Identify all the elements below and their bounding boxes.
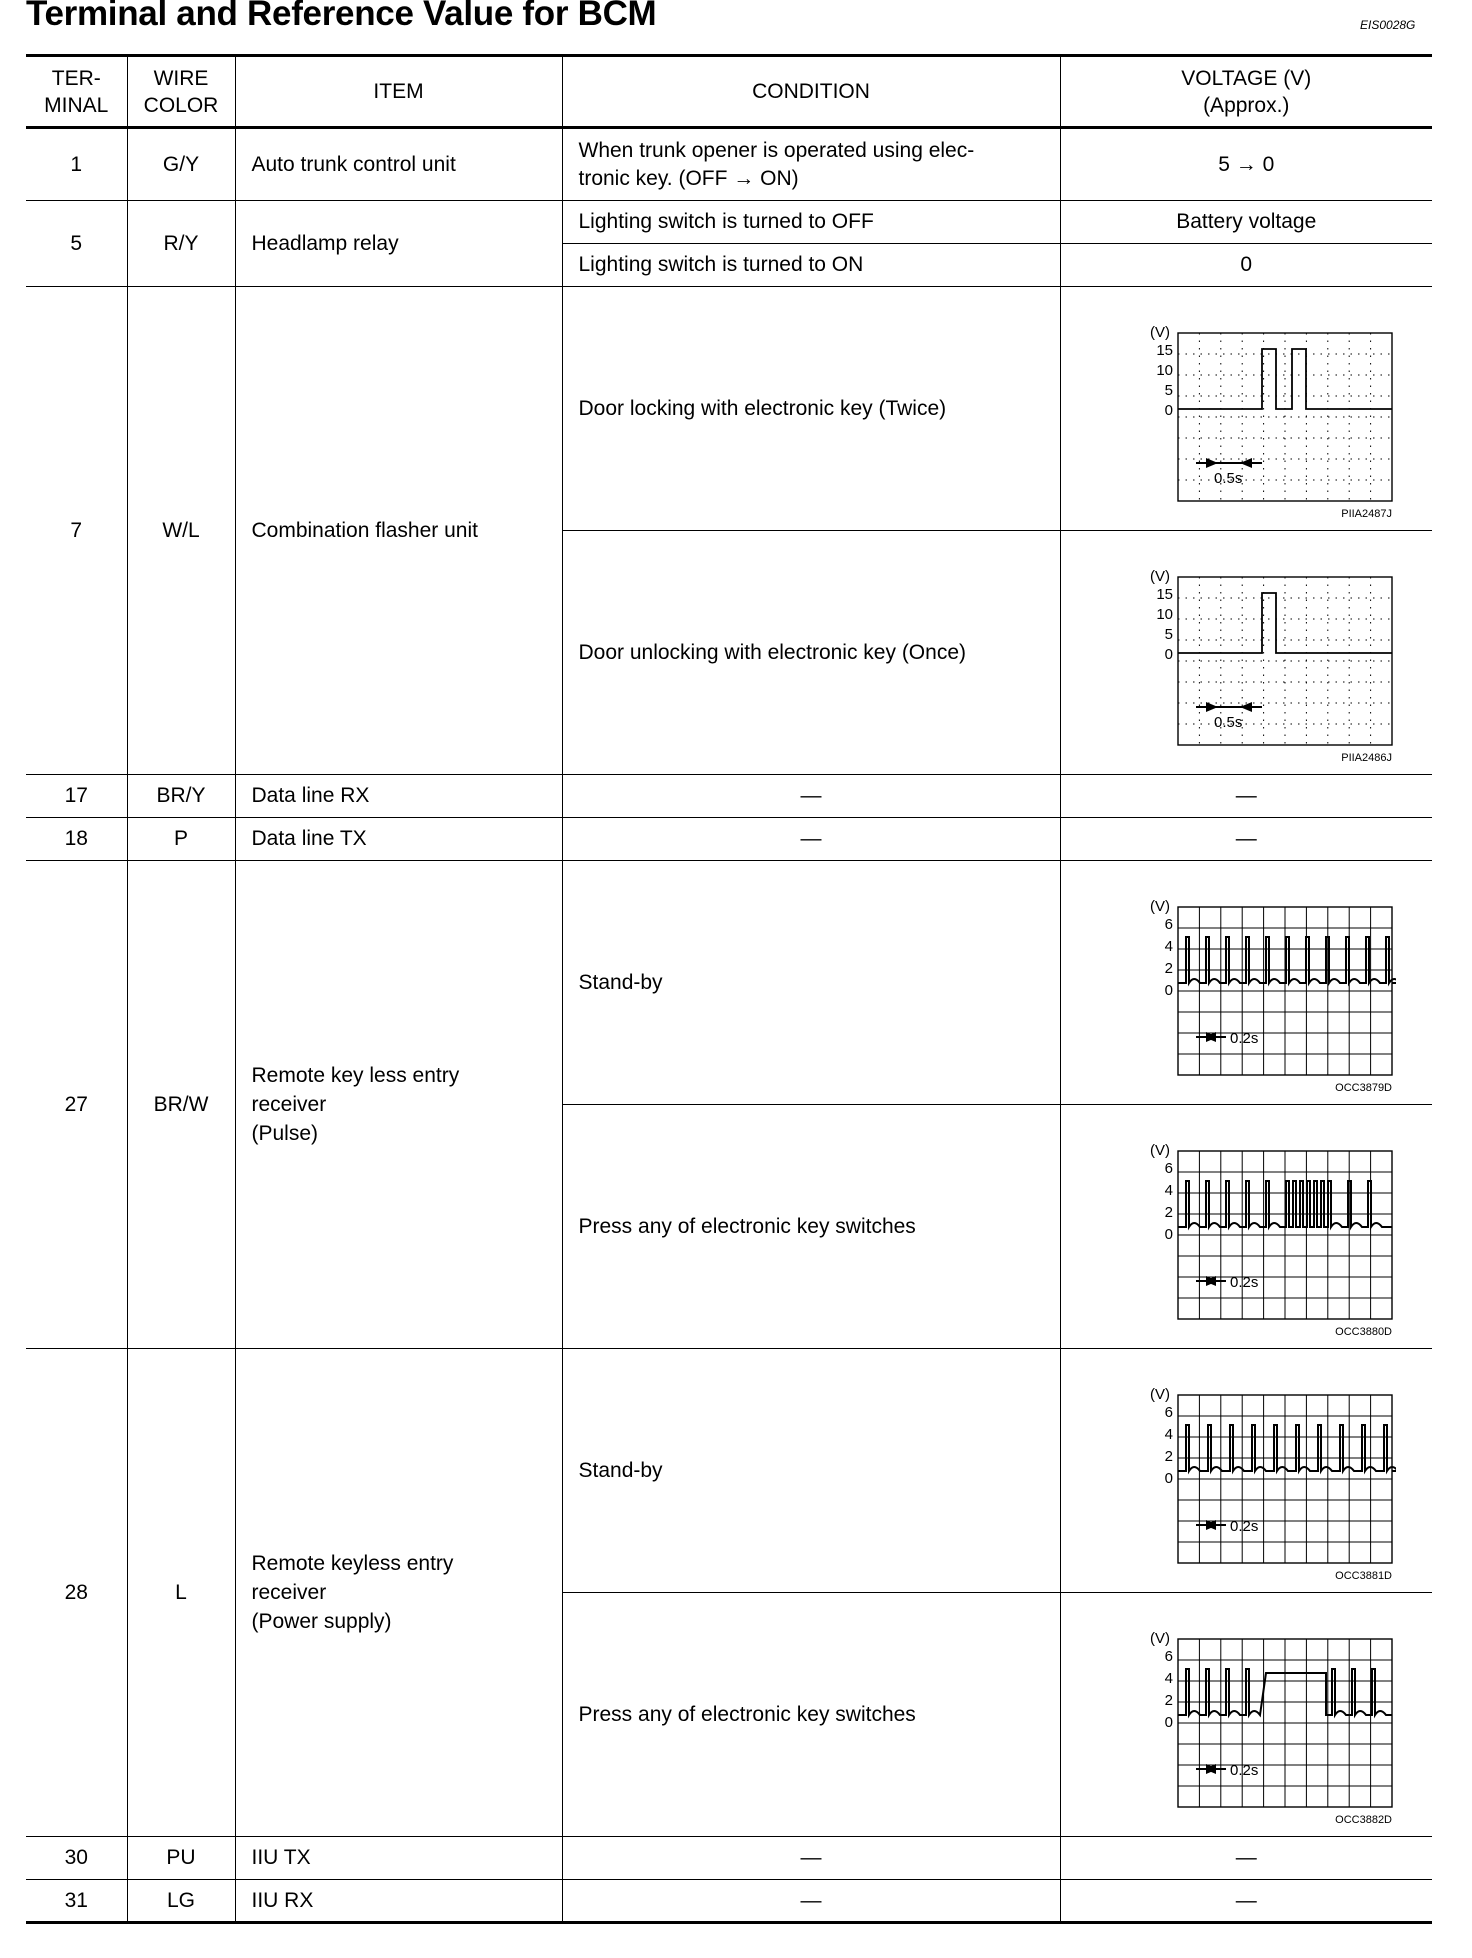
time-scale-label: 0.5s <box>1214 713 1243 731</box>
table-row <box>26 1837 1432 1880</box>
wire-cell: LG <box>127 1880 235 1923</box>
condition-cell: Press any of electronic key switches <box>562 1105 1060 1349</box>
tick-label: 6 <box>1164 915 1174 933</box>
time-scale-label: 0.2s <box>1230 1761 1259 1779</box>
tick-label: 15 <box>1156 585 1174 603</box>
voltage-cell <box>1060 287 1432 531</box>
figure-code: PIIA2486J <box>1341 751 1393 763</box>
waveform-power-standby-chart <box>1096 1361 1396 1581</box>
axis-unit-label: (V) <box>1150 323 1171 341</box>
tick-label: 0 <box>1164 1713 1174 1731</box>
tick-label: 4 <box>1164 937 1174 955</box>
voltage-cell: 0 <box>1060 244 1432 287</box>
header-condition: CONDITION <box>562 56 1060 128</box>
time-scale-label: 0.2s <box>1230 1029 1259 1047</box>
voltage-cell <box>1060 1105 1432 1349</box>
tick-label: 0 <box>1164 1225 1174 1243</box>
terminal-cell: 28 <box>26 1349 127 1837</box>
terminal-cell: 27 <box>26 861 127 1349</box>
axis-unit-label: (V) <box>1150 1629 1171 1647</box>
condition-cell: — <box>562 775 1060 818</box>
axis-unit-label: (V) <box>1150 1385 1171 1403</box>
tick-label: 2 <box>1164 1203 1174 1221</box>
item-cell: IIU TX <box>235 1837 562 1880</box>
waveform-trace <box>1178 937 1396 983</box>
voltage-cell <box>1060 861 1432 1105</box>
wire-cell: BR/Y <box>127 775 235 818</box>
table-row <box>26 201 1432 244</box>
voltage-cell <box>1060 1349 1432 1593</box>
tick-label: 4 <box>1164 1181 1174 1199</box>
table-row <box>26 775 1432 818</box>
waveform-unlock-chart <box>1096 543 1396 763</box>
figure-code: OCC3882D <box>1335 1813 1393 1825</box>
tick-label: 2 <box>1164 1691 1174 1709</box>
tick-label: 4 <box>1164 1669 1174 1687</box>
tick-label: 10 <box>1156 361 1174 379</box>
header-terminal: TER- MINAL <box>26 56 127 128</box>
condition-cell: Press any of electronic key switches <box>562 1593 1060 1837</box>
item-cell: Data line TX <box>235 818 562 861</box>
header-item: ITEM <box>235 56 562 128</box>
voltage-cell: — <box>1060 775 1432 818</box>
tick-label: 15 <box>1156 341 1174 359</box>
page-title: Terminal and Reference Value for BCM <box>26 0 657 33</box>
tick-label: 6 <box>1164 1647 1174 1665</box>
header-wire-color: WIRE COLOR <box>127 56 235 128</box>
terminal-cell: 7 <box>26 287 127 775</box>
time-scale-label: 0.5s <box>1214 469 1243 487</box>
tick-label: 0 <box>1164 401 1174 419</box>
wire-cell: PU <box>127 1837 235 1880</box>
item-cell: Combination flasher unit <box>235 287 562 775</box>
voltage-cell: 5 → 0 <box>1060 128 1432 201</box>
wire-cell: L <box>127 1349 235 1837</box>
item-cell: Data line RX <box>235 775 562 818</box>
voltage-cell <box>1060 531 1432 775</box>
wire-cell: G/Y <box>127 128 235 201</box>
table-row <box>26 861 1432 1105</box>
waveform-pulse-press-chart <box>1096 1117 1396 1337</box>
wire-cell: P <box>127 818 235 861</box>
condition-cell: — <box>562 1880 1060 1923</box>
wire-cell: R/Y <box>127 201 235 287</box>
terminal-cell: 17 <box>26 775 127 818</box>
table-row <box>26 818 1432 861</box>
axis-unit-label: (V) <box>1150 567 1171 585</box>
terminal-cell: 30 <box>26 1837 127 1880</box>
voltage-cell: — <box>1060 1880 1432 1923</box>
wire-cell: W/L <box>127 287 235 775</box>
condition-cell: When trunk opener is operated using elec- tronic key. (OFF → ON) <box>562 128 1060 201</box>
axis-unit-label: (V) <box>1150 897 1171 915</box>
tick-label: 0 <box>1164 645 1174 663</box>
tick-label: 2 <box>1164 1447 1174 1465</box>
condition-cell: Stand-by <box>562 1349 1060 1593</box>
item-cell: IIU RX <box>235 1880 562 1923</box>
terminal-cell: 31 <box>26 1880 127 1923</box>
voltage-cell <box>1060 1593 1432 1837</box>
waveform-trace <box>1178 1425 1396 1471</box>
tick-label: 0 <box>1164 981 1174 999</box>
terminal-cell: 5 <box>26 201 127 287</box>
table-row <box>26 1349 1432 1593</box>
tick-label: 4 <box>1164 1425 1174 1443</box>
figure-code: OCC3880D <box>1335 1325 1393 1337</box>
figure-code: OCC3879D <box>1335 1081 1393 1093</box>
condition-cell: Lighting switch is turned to OFF <box>562 201 1060 244</box>
terminal-cell: 18 <box>26 818 127 861</box>
voltage-cell: — <box>1060 1837 1432 1880</box>
wire-cell: BR/W <box>127 861 235 1349</box>
table-row <box>26 287 1432 531</box>
condition-cell: Lighting switch is turned to ON <box>562 244 1060 287</box>
condition-cell: Door locking with electronic key (Twice) <box>562 287 1060 531</box>
item-cell: Remote keyless entry receiver (Power supply) <box>235 1349 562 1837</box>
condition-cell: — <box>562 1837 1060 1880</box>
condition-cell: — <box>562 818 1060 861</box>
terminal-cell: 1 <box>26 128 127 201</box>
figure-code: OCC3881D <box>1335 1569 1393 1581</box>
header-voltage: VOLTAGE (V) (Approx.) <box>1060 56 1432 128</box>
figure-code: PIIA2487J <box>1341 507 1393 519</box>
table-row <box>26 128 1432 201</box>
tick-label: 6 <box>1164 1403 1174 1421</box>
item-cell: Headlamp relay <box>235 201 562 287</box>
tick-label: 5 <box>1164 625 1174 643</box>
condition-cell: Stand-by <box>562 861 1060 1105</box>
tick-label: 10 <box>1156 605 1174 623</box>
voltage-cell: — <box>1060 818 1432 861</box>
time-scale-label: 0.2s <box>1230 1517 1259 1535</box>
terminal-table <box>26 54 1432 1924</box>
table-row <box>26 1880 1432 1923</box>
voltage-cell: Battery voltage <box>1060 201 1432 244</box>
item-cell: Auto trunk control unit <box>235 128 562 201</box>
condition-cell: Door unlocking with electronic key (Once) <box>562 531 1060 775</box>
item-cell: Remote key less entry receiver (Pulse) <box>235 861 562 1349</box>
section-code: EIS0028G <box>1360 18 1416 32</box>
axis-unit-label: (V) <box>1150 1141 1171 1159</box>
time-scale-label: 0.2s <box>1230 1273 1259 1291</box>
tick-label: 6 <box>1164 1159 1174 1177</box>
tick-label: 5 <box>1164 381 1174 399</box>
waveform-power-press-chart <box>1096 1605 1396 1825</box>
tick-label: 2 <box>1164 959 1174 977</box>
tick-label: 0 <box>1164 1469 1174 1487</box>
waveform-lock-chart <box>1096 299 1396 519</box>
waveform-pulse-standby-chart <box>1096 873 1396 1093</box>
waveform-trace <box>1178 1181 1392 1227</box>
